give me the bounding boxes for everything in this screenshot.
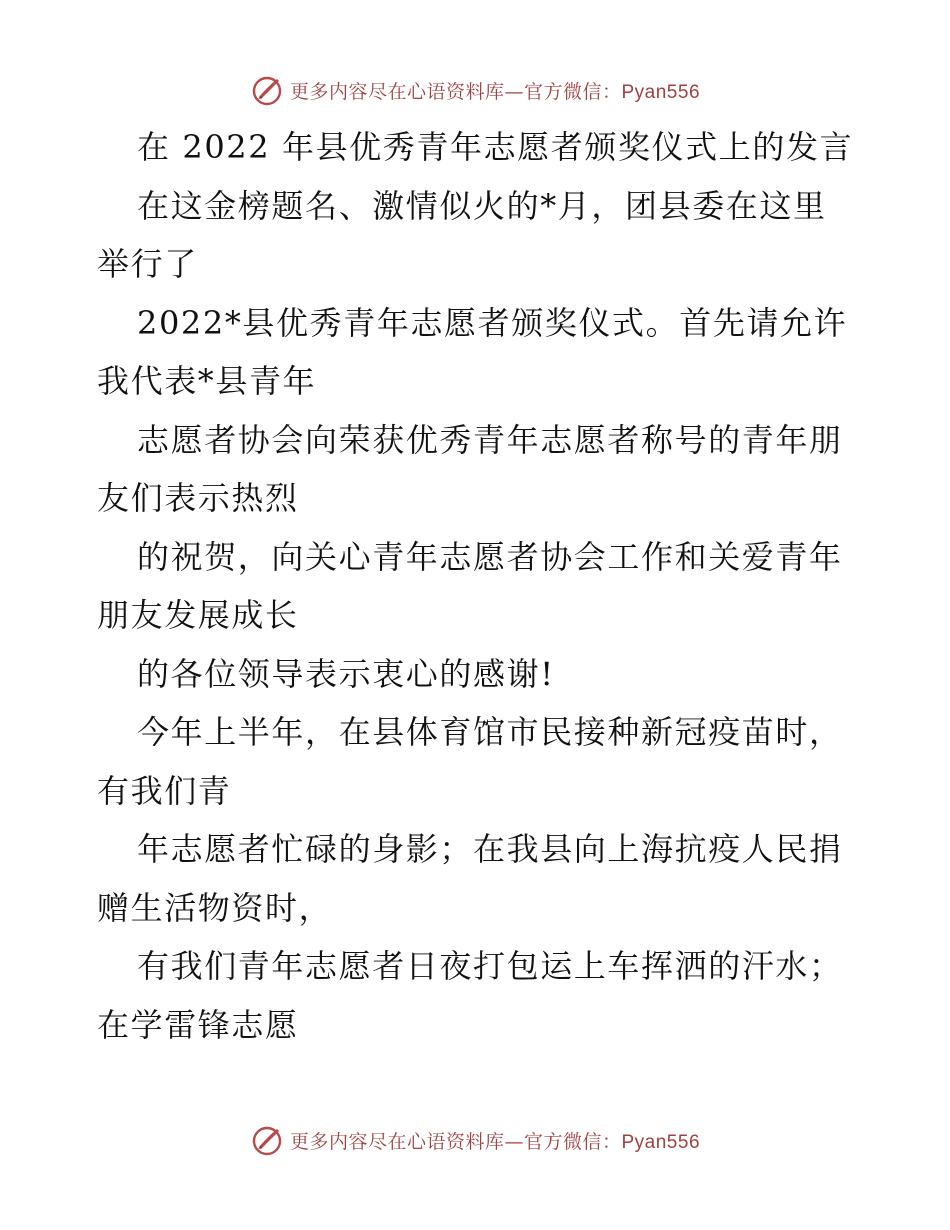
text-line: 志愿者协会向荣获优秀青年志愿者称号的青年朋 (137, 420, 843, 459)
text-line: 的祝贺，向关心青年志愿者协会工作和关爱青年 (137, 537, 843, 576)
text-line: 的各位领导表示衷心的感谢! (137, 654, 555, 693)
brush-pen-logo-icon (250, 73, 284, 107)
text-line: 在学雷锋志愿 (97, 1005, 299, 1044)
text-line: 有我们青 (97, 771, 232, 810)
text-line: 在这金榜题名、激情似火的*月，团县委在这里 (137, 186, 827, 225)
text-line: 朋友发展成长 (97, 596, 299, 634)
footer-banner (0, 1120, 950, 1160)
banner-wechat-id: Pyan556 (621, 1131, 701, 1153)
banner-text-cn: 更多内容尽在心语资料库 (289, 1130, 505, 1153)
header-banner (0, 70, 950, 110)
text-line: 2022*县优秀青年志愿者颁奖仪式。首先请允许 (137, 303, 848, 342)
text-line: 年志愿者忙碌的身影；在我县向上海抗疫人民捐 (137, 830, 843, 868)
banner-wechat-label: 官方微信： (523, 80, 622, 103)
text-line: 我代表*县青年 (97, 362, 317, 400)
brush-pen-logo-icon (250, 1123, 284, 1157)
text-line: 赠生活物资时， (97, 888, 333, 927)
banner-wechat-id: Pyan556 (621, 81, 701, 103)
banner-caption (290, 77, 700, 104)
text-line: 举行了 (97, 245, 198, 283)
text-line: 有我们青年志愿者日夜打包运上车挥洒的汗水； (137, 947, 843, 985)
banner-separator: — (504, 80, 524, 103)
text-line: 在 2022 年县优秀青年志愿者颁奖仪式上的发言 (137, 128, 854, 166)
banner-caption (290, 1127, 700, 1154)
text-line: 友们表示热烈 (97, 479, 299, 517)
banner-wechat-label: 官方微信： (523, 1130, 622, 1153)
document-body (97, 118, 857, 1054)
text-line: 今年上半年，在县体育馆市民接种新冠疫苗时， (137, 713, 843, 751)
banner-text-cn: 更多内容尽在心语资料库 (289, 80, 505, 103)
banner-separator: — (504, 1130, 524, 1153)
